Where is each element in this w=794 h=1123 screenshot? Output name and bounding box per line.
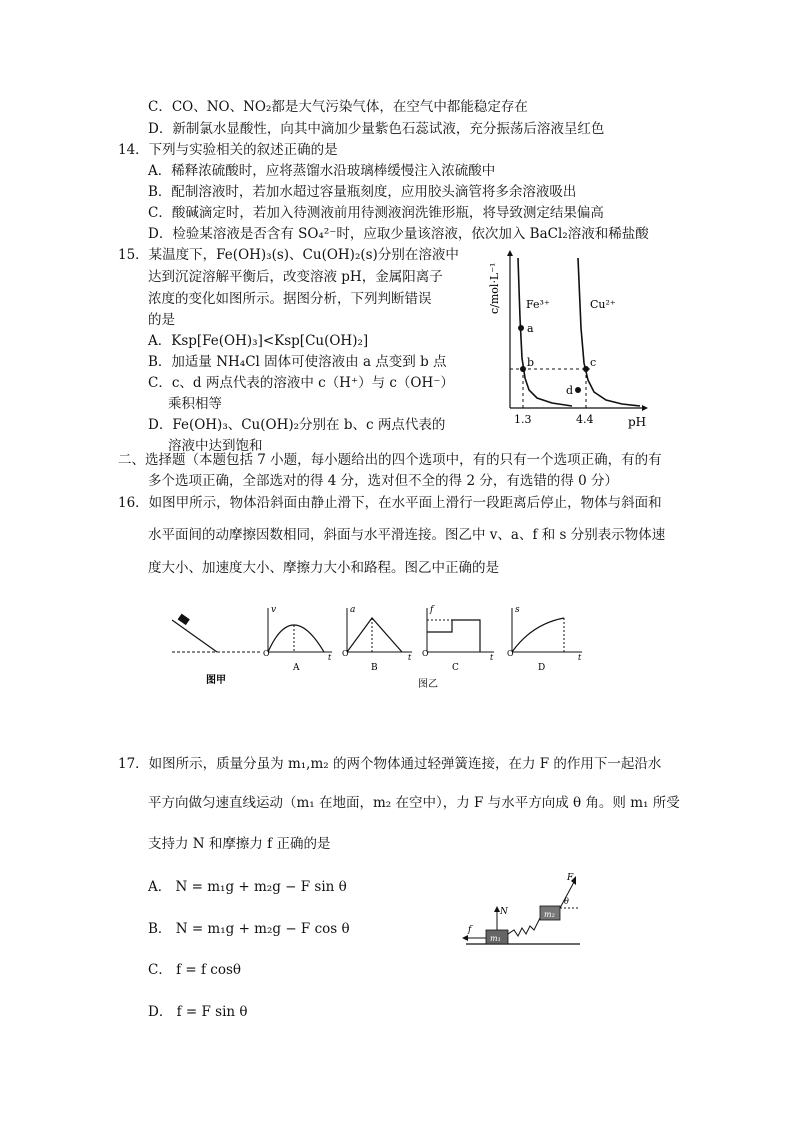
section2-line2: 多个选项正确，全部选对的得 4 分，选对但不全的得 2 分，有选错的得 0 分）: [148, 473, 619, 489]
q16-graph-d-ylabel: s: [515, 605, 520, 615]
q16-graph-c-ylabel: f: [430, 605, 434, 615]
q15-point-b: b: [527, 356, 535, 369]
q15-option-b: B．加适量 NH₄Cl 固体可使溶液由 a 点变到 b 点: [148, 354, 447, 370]
svg-text:O: O: [342, 649, 349, 658]
q15-option-d-line1: D．Fe(OH)₃、Cu(OH)₂分别在 b、c 两点代表的: [148, 417, 446, 433]
q15-option-d-line2: 溶液中达到饱和: [168, 438, 263, 454]
q15-cu-curve: [578, 258, 640, 406]
q14-option-a: A．稀释浓硫酸时，应将蒸馏水沿玻璃棒缓慢注入浓硫酸中: [148, 163, 496, 179]
q15-stem-line4: 的是: [148, 312, 175, 328]
q17-n-label: N: [500, 907, 508, 917]
q16-graph-a-name: A: [293, 663, 300, 673]
q16-line2: 水平面间的动摩擦因数相同，斜面与水平滑连接。图乙中 v、a、f 和 s 分别表示物体速: [148, 527, 666, 543]
svg-text:O: O: [507, 649, 514, 658]
q15-point-d: d: [566, 384, 574, 397]
q15-point-a: a: [527, 322, 534, 335]
q16-graph-c-name: C: [452, 663, 459, 673]
q15-point-c: c: [590, 356, 597, 369]
q15-solubility-graph: [482, 248, 652, 434]
q15-cu-label: Cu²⁺: [590, 298, 616, 311]
q17-line3: 支持力 N 和摩擦力 f 正确的是: [148, 836, 331, 852]
section2-line1: 二、选择题（本题包括 7 小题，每小题给出的四个选项中，有的只有一个选项正确，有的有: [118, 452, 662, 468]
q16-graph-d-name: D: [538, 663, 546, 673]
q16-graph-b-ylabel: a: [350, 605, 356, 615]
q15-x-tick-2: 4.4: [576, 413, 594, 426]
svg-text:t: t: [408, 653, 412, 662]
q16-graph-c: [422, 605, 494, 673]
q15-option-c-line2: 乘积相等: [168, 396, 222, 412]
q17-m2-label: m₂: [544, 910, 555, 919]
q16-line1: 16．如图甲所示，物体沿斜面由静止滑下，在水平面上滑行一段距离后停止，物体与斜面和: [118, 495, 662, 511]
q17-option-d: D． f = F sin θ: [148, 1004, 248, 1020]
svg-text:O: O: [263, 649, 270, 658]
svg-text:t: t: [578, 653, 582, 662]
q17-theta-label: θ: [564, 897, 569, 906]
q14-stem: 14．下列与实验相关的叙述正确的是: [118, 142, 338, 158]
q16-figure: [172, 604, 592, 694]
q16-graph-b-name: B: [371, 663, 378, 673]
svg-text:t: t: [328, 653, 332, 662]
q15-y-axis-label: c/mol·L⁻¹: [488, 262, 501, 314]
q13-option-d: D．新制氯水显酸性，向其中滴加少量紫色石蕊试液，充分振荡后溶液呈红色: [148, 121, 605, 137]
q14-option-c: C．酸碱滴定时，若加入待测液前用待测液润洗锥形瓶，将导致测定结果偏高: [148, 205, 604, 221]
q15-x-axis-label: pH: [628, 415, 647, 429]
q17-f-label: f: [468, 925, 472, 935]
q17-option-c: C． f = f cosθ: [148, 962, 242, 978]
q17-option-b: B． N = m₁g + m₂g − F cos θ: [148, 921, 350, 937]
q17-line1: 17．如图所示，质量分虽为 m₁,m₂ 的两个物体通过轻弹簧连接，在力 F 的作用下一起沿水: [118, 756, 662, 772]
q16-fig-right-label: 图乙: [418, 679, 438, 690]
q14-option-d: D．检验某溶液是否含有 SO₄²⁻时，应取少量该溶液，依次加入 BaCl₂溶液和稀盐酸: [148, 226, 649, 242]
svg-text:O: O: [422, 649, 429, 658]
q15-fe-label: Fe³⁺: [526, 298, 550, 311]
q15-stem-line1: 15．某温度下，Fe(OH)₃(s)、Cu(OH)₂(s)分别在溶液中: [118, 247, 459, 263]
q15-option-a: A．Ksp[Fe(OH)₃]<Ksp[Cu(OH)₂]: [148, 333, 369, 349]
q17-option-a: A． N = m₁g + m₂g − F sin θ: [148, 879, 347, 895]
q17-force-label: F: [567, 873, 574, 883]
q17-m1-label: m₁: [490, 934, 501, 943]
q17-line2: 平方向做匀速直线运动（m₁ 在地面，m₂ 在空中），力 F 与水平方向成 θ 角。则 m₁ 所受: [148, 795, 680, 811]
q15-option-c-line1: C．c、d 两点代表的溶液中 c（H⁺）与 c（OH⁻）: [148, 375, 454, 391]
q17-figure: [462, 870, 584, 952]
q15-stem-line3: 浓度的变化如图所示。据图分析，下列判断错误: [148, 291, 432, 307]
q16-graph-b: [342, 605, 412, 673]
q15-stem-line2: 达到沉淀溶解平衡后，改变溶液 pH，金属阳离子: [148, 269, 443, 285]
q16-graph-a-ylabel: v: [271, 605, 277, 615]
q16-graph-a: [263, 605, 332, 673]
q16-graph-d: [507, 605, 582, 673]
q16-line3: 度大小、加速度大小、摩擦力大小和路程。图乙中正确的是: [148, 560, 499, 576]
q14-option-b: B．配制溶液时，若加水超过容量瓶刻度，应用胶头滴管将多余溶液吸出: [148, 184, 577, 200]
q15-x-tick-1: 1.3: [514, 413, 532, 426]
svg-text:t: t: [490, 653, 494, 662]
q13-option-c: C．CO、NO、NO₂都是大气污染气体，在空气中都能稳定存在: [148, 99, 528, 115]
q16-incline-diagram: [172, 614, 262, 686]
q16-fig-left-label: 图甲: [206, 675, 226, 686]
